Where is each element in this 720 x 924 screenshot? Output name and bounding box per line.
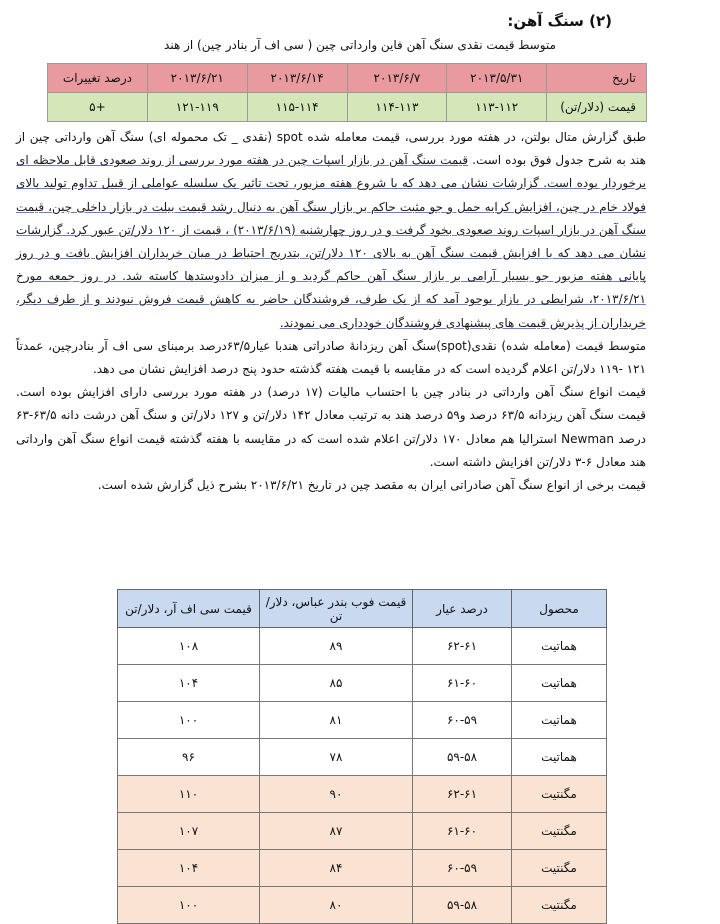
cell-grade: ۵۹-۵۸	[413, 887, 512, 924]
header-product: محصول	[512, 590, 607, 628]
cell-grade: ۶۱-۶۰	[413, 665, 512, 702]
cell-fob: ۸۹	[260, 628, 413, 665]
section-heading: (۲) سنگ آهن:	[507, 12, 612, 30]
price-table-value-row	[48, 93, 647, 122]
header-cell-date: تاریخ	[547, 64, 647, 93]
value-cell-3: ۱۱۵-۱۱۴	[247, 93, 347, 122]
cell-fob: ۸۰	[260, 887, 413, 924]
cell-fob: ۹۰	[260, 776, 413, 813]
cell-cfr: ۹۶	[118, 739, 260, 776]
cell-grade: ۶۲-۶۱	[413, 628, 512, 665]
highlighted-market-analysis: قیمت سنگ آهن در بازار اسپات چین در هفته مورد بررسی از روند صعودی قابل ملاحظه ای برخوردار بوده است. گزارشات نشان می دهد که با شروع هفته مزبور، تحت تاثیر یک سلسله عواملی از قبیل تداوم تولید بالای فولاد خام در چین، افزایش کرایه حمل و جو مثبت حاکم بر بازار سنگ آهن به دنبال رشد قیمت بیلت در بازار داخلی چین، قیمت سنگ آهن در بازار اسپات روند صعودی بخود گرفت و در روز چهارشنبه (۲۰۱۳/۶/۱۹) ، قیمت از ۱۲۰ دلار/تن عبور کرد. گزارشات نشان می دهد که با افزایش قیمت سنگ آهن به بالای ۱۲۰ دلار/تن، بتدریج احتیاط در میان خریداران افزایش یافت و در روز پایانی هفته مزبور جو بسیار آرامی بر بازار سنگ آهن حاکم گردید و از میزان دادوستدها کاسته شد. در روز جمعه مورخ ۲۰۱۳/۶/۲۱، شرایطی در بازار بوجود آمد که از یک طرف، فروشندگان حاضر به کاهش قیمت فروش نبودند و از طرف دیگر، خریداران از پذیرش قیمت های پیشنهادی فروشندگان خودداری می نمودند.	[16, 153, 647, 330]
table-row	[118, 702, 607, 739]
value-cell-1: ۱۱۳-۱۱۲	[447, 93, 547, 122]
ore-table-header-row	[118, 590, 607, 628]
header-fob-price: قیمت فوب بندر عباس، دلار/تن	[260, 590, 413, 628]
cell-grade: ۶۲-۶۱	[413, 776, 512, 813]
table-row	[118, 665, 607, 702]
cell-grade: ۶۱-۶۰	[413, 813, 512, 850]
cell-cfr: ۱۰۰	[118, 702, 260, 739]
header-cell-date-4: ۲۰۱۳/۶/۲۱	[147, 64, 247, 93]
price-table	[47, 63, 647, 122]
cell-cfr: ۱۰۰	[118, 887, 260, 924]
cell-cfr: ۱۰۴	[118, 665, 260, 702]
price-table-caption: متوسط قیمت نقدی سنگ آهن فاین وارداتی چین ( سی اف آر بنادر چین) از هند	[164, 38, 556, 52]
cell-product: هماتیت	[512, 665, 607, 702]
table-row	[118, 776, 607, 813]
paragraph-lead-text: طبق گزارش متال بولتن، در هفته مورد بررسی، قیمت معامله شده spot (نقدی _ تک محموله ای) سنگ آهن وارداتی چین از هند به شرح جدول فوق بوده است.	[16, 130, 646, 168]
paragraph-india-price: متوسط قیمت (معامله شده) نقدی(spot)سنگ آهن ریزدانهٔ صادراتی هندبا عیار۶۳/۵درصد برمبنای سی اف آر بنادرچین، عمدتاً ۱۲۱ -۱۱۹ دلار/تن اعلام گردیده است که در مقایسه با قیمت هفته گذشته حدود پنج درصد افزایش نشان می دهد.	[16, 338, 646, 377]
cell-grade: ۶۰-۵۹	[413, 850, 512, 887]
cell-cfr: ۱۰۷	[118, 813, 260, 850]
cell-grade: ۵۹-۵۸	[413, 739, 512, 776]
value-cell-4: ۱۲۱-۱۱۹	[147, 93, 247, 122]
value-cell-label: قیمت (دلار/تن)	[547, 93, 647, 122]
cell-product: هماتیت	[512, 628, 607, 665]
cell-fob: ۸۵	[260, 665, 413, 702]
paragraph-iran-export-intro: قیمت برخی از انواع سنگ آهن صادراتی ایران به مقصد چین در تاریخ ۲۰۱۳/۶/۲۱ بشرح ذیل گزارش شده است.	[97, 478, 646, 493]
cell-grade: ۶۰-۵۹	[413, 702, 512, 739]
cell-product: مگنتیت	[512, 887, 607, 924]
cell-fob: ۸۱	[260, 702, 413, 739]
iran-ore-price-table	[117, 589, 607, 924]
table-row	[118, 739, 607, 776]
table-row	[118, 887, 607, 924]
cell-cfr: ۱۰۸	[118, 628, 260, 665]
cell-cfr: ۱۱۰	[118, 776, 260, 813]
cell-product: مگنتیت	[512, 813, 607, 850]
header-grade: درصد عیار	[413, 590, 512, 628]
price-table-header-row	[48, 64, 647, 93]
header-cell-date-3: ۲۰۱۳/۶/۱۴	[247, 64, 347, 93]
cell-fob: ۷۸	[260, 739, 413, 776]
header-cell-change: درصد تغییرات	[48, 64, 148, 93]
cell-cfr: ۱۰۴	[118, 850, 260, 887]
cell-product: مگنتیت	[512, 776, 607, 813]
table-row	[118, 628, 607, 665]
table-row	[118, 850, 607, 887]
cell-product: هماتیت	[512, 702, 607, 739]
value-cell-change: +۵	[48, 93, 148, 122]
cell-fob: ۸۴	[260, 850, 413, 887]
value-cell-2: ۱۱۴-۱۱۳	[347, 93, 447, 122]
cell-product: مگنتیت	[512, 850, 607, 887]
header-cell-date-2: ۲۰۱۳/۶/۷	[347, 64, 447, 93]
cell-product: هماتیت	[512, 739, 607, 776]
paragraph-market-summary	[16, 126, 646, 335]
table-row	[118, 813, 607, 850]
header-cell-date-1: ۲۰۱۳/۵/۳۱	[447, 64, 547, 93]
header-cfr-price: قیمت سی اف آر، دلار/تن	[118, 590, 260, 628]
paragraph-import-prices: قیمت انواع سنگ آهن وارداتی در بنادر چین با احتساب مالیات (۱۷ درصد) در هفته مورد بررسی دارای افزایش بوده است. قیمت سنگ آهن ریزدانه ۶۳/۵ درصد و۵۹ درصد هند به ترتیب معادل ۱۴۲ دلار/تن و ۱۲۷ دلار/تن و سنگ آهن درشت دانه ۶۳/۵-۶۳ درصد Newman استرالیا هم معادل ۱۷۰ دلار/تن اعلام شده است که در مقایسه با هفته گذشته قیمت انواع سنگ آهن وارداتی هند معادل ۶-۳ دلار/تن افزایش داشته است.	[16, 385, 647, 469]
report-body	[16, 126, 646, 497]
cell-fob: ۸۷	[260, 813, 413, 850]
